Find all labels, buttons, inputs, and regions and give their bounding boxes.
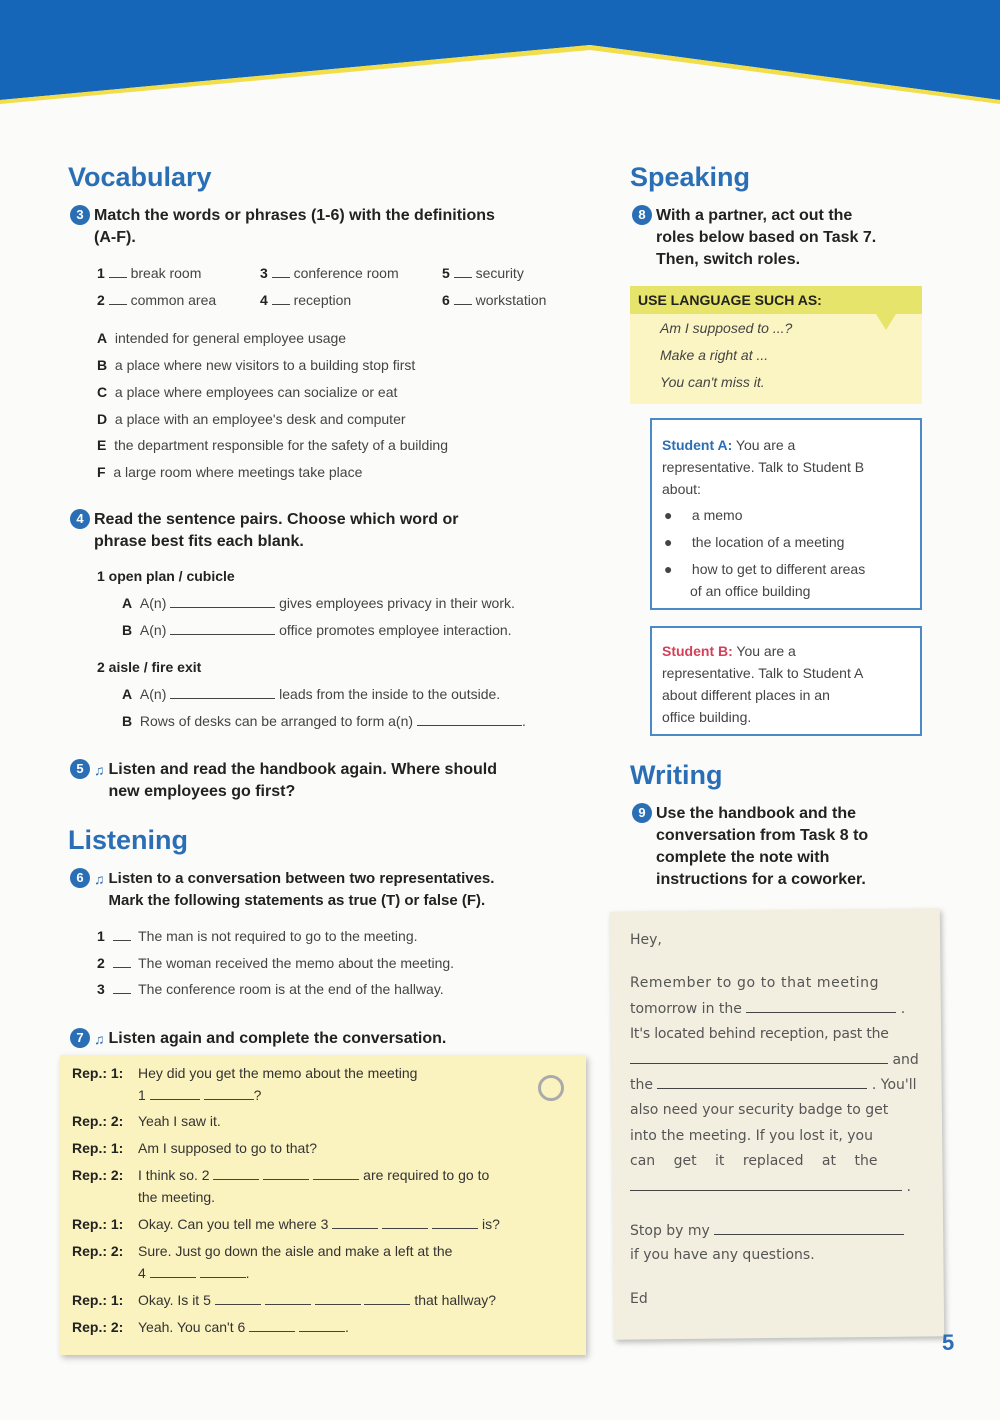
convo-line-1b: 1 ? bbox=[138, 1087, 262, 1103]
task-number-6: 6 bbox=[70, 868, 90, 888]
statement-3: 3 The conference room is at the end of the hallway. bbox=[97, 981, 444, 997]
task-9-instruction: 9 Use the handbook and the conversation from Task 8 to complete the note with instructions for a coworker. bbox=[632, 803, 932, 891]
task-6-instruction: 6 ♫ Listen to a conversation between two representatives. Mark the following statements as true (T) or false (F). bbox=[70, 868, 600, 912]
convo-line-7: Rep.: 1: Okay. Is it 5 that hallway? bbox=[72, 1292, 497, 1308]
student-a-bullet-1: ● a memo bbox=[664, 507, 743, 523]
student-a-box bbox=[650, 418, 922, 610]
language-item-1: Am I supposed to ...? bbox=[660, 320, 793, 336]
convo-line-5: Rep.: 1: Okay. Can you tell me where 3 is? bbox=[72, 1216, 500, 1232]
task-4-q1-title: 1 open plan / cubicle bbox=[97, 568, 235, 584]
writing-note bbox=[610, 908, 944, 1339]
convo-line-6b: 4 . bbox=[138, 1265, 250, 1281]
language-box-heading: USE LANGUAGE SUCH AS: bbox=[630, 286, 922, 314]
task-number-4: 4 bbox=[70, 509, 90, 529]
note-line-7: into the meeting. If you lost it, you bbox=[630, 1128, 873, 1144]
word-item-1: 1 break room bbox=[97, 265, 202, 281]
definition-f: F a large room where meetings take place bbox=[97, 464, 363, 480]
language-item-2: Make a right at ... bbox=[660, 347, 769, 363]
headphones-icon: ♫ bbox=[94, 871, 105, 887]
listening-title: Listening bbox=[68, 825, 188, 855]
convo-line-4b: the meeting. bbox=[138, 1189, 216, 1205]
word-item-2: 2 common area bbox=[97, 292, 217, 308]
task-number-5: 5 bbox=[70, 759, 90, 779]
student-b-box bbox=[650, 626, 922, 736]
note-line-4: and bbox=[630, 1051, 919, 1068]
writing-title: Writing bbox=[630, 760, 723, 790]
speech-tail-icon bbox=[876, 314, 896, 330]
convo-line-6: Rep.: 2: Sure. Just go down the aisle and make a left at the bbox=[72, 1243, 453, 1259]
task-number-8: 8 bbox=[632, 205, 652, 225]
task-number-9: 9 bbox=[632, 803, 652, 823]
paper-clip-icon bbox=[538, 1075, 564, 1101]
task-number-7: 7 bbox=[70, 1028, 90, 1048]
statement-2: 2 The woman received the memo about the meeting. bbox=[97, 955, 455, 971]
note-greeting: Hey, bbox=[630, 932, 662, 948]
task-3-instruction: 3 Match the words or phrases (1-6) with the definitions (A-F). bbox=[70, 205, 590, 249]
note-line-9: . bbox=[630, 1178, 911, 1195]
convo-line-1: Rep.: 1: Hey did you get the memo about the meeting bbox=[72, 1065, 418, 1081]
page-number: 5 bbox=[942, 1330, 955, 1355]
word-item-3: 3 conference room bbox=[260, 265, 399, 281]
note-line-10: Stop by my bbox=[630, 1222, 904, 1239]
note-line-2: tomorrow in the . bbox=[630, 1001, 906, 1017]
task-4-q2-title: 2 aisle / fire exit bbox=[97, 659, 202, 675]
note-line-5: the . You'll bbox=[630, 1077, 917, 1093]
statement-1: 1 The man is not required to go to the meeting. bbox=[97, 928, 418, 944]
student-b-text: Student B: You are a representative. Talk to Student A about different places in an office building. bbox=[662, 643, 864, 725]
task-number-3: 3 bbox=[70, 205, 90, 225]
note-line-3: It's located behind reception, past the bbox=[630, 1026, 889, 1042]
task-4-instruction: 4 Read the sentence pairs. Choose which word or phrase best fits each blank. bbox=[70, 509, 590, 553]
note-line-6: also need your security badge to get bbox=[630, 1102, 889, 1118]
vocabulary-title: Vocabulary bbox=[68, 162, 212, 192]
convo-line-4: Rep.: 2: I think so. 2 are required to go to bbox=[72, 1167, 490, 1183]
convo-line-2: Rep.: 2: Yeah I saw it. bbox=[72, 1113, 221, 1129]
task-4-q2-b: B Rows of desks can be arranged to form a(n) . bbox=[122, 713, 526, 729]
task-4-q1-b: B A(n) office promotes employee interaction. bbox=[122, 622, 512, 638]
note-line-1: Remember to go to that meeting bbox=[630, 975, 880, 991]
word-item-6: 6 workstation bbox=[442, 292, 547, 308]
note-line-11: if you have any questions. bbox=[630, 1247, 815, 1263]
definition-e: E the department responsible for the safety of a building bbox=[97, 437, 448, 453]
student-a-bullet-3-cont: of an office building bbox=[690, 583, 811, 599]
headphones-icon: ♫ bbox=[94, 1031, 105, 1047]
definition-c: C a place where employees can socialize or eat bbox=[97, 384, 398, 400]
note-signature: Ed bbox=[630, 1291, 648, 1307]
convo-line-3: Rep.: 1: Am I supposed to go to that? bbox=[72, 1140, 318, 1156]
language-box bbox=[630, 286, 922, 404]
speaking-title: Speaking bbox=[630, 162, 751, 192]
language-item-3: You can't miss it. bbox=[660, 374, 765, 390]
definition-d: D a place with an employee's desk and computer bbox=[97, 411, 406, 427]
headphones-icon: ♫ bbox=[94, 762, 105, 778]
student-a-bullet-3: ● how to get to different areas bbox=[664, 561, 866, 577]
header-banner bbox=[0, 0, 1000, 110]
task-8-instruction: 8 With a partner, act out the roles below based on Task 7. Then, switch roles. bbox=[632, 205, 932, 271]
word-item-5: 5 security bbox=[442, 265, 524, 281]
task-7-instruction: 7 ♫ Listen again and complete the conversation. bbox=[70, 1028, 590, 1050]
word-item-4: 4 reception bbox=[260, 292, 352, 308]
definition-b: B a place where new visitors to a building stop first bbox=[97, 357, 416, 373]
note-line-8: can get it replaced at the bbox=[630, 1153, 878, 1169]
convo-line-8: Rep.: 2: Yeah. You can't 6 . bbox=[72, 1319, 349, 1335]
task-4-q2-a: A A(n) leads from the inside to the outside. bbox=[122, 686, 501, 702]
student-a-bullet-2: ● the location of a meeting bbox=[664, 534, 845, 550]
task-4-q1-a: A A(n) gives employees privacy in their work. bbox=[122, 595, 515, 611]
task-5-instruction: 5 ♫ Listen and read the handbook again. Where should new employees go first? bbox=[70, 759, 590, 803]
student-a-text: Student A: You are a representative. Talk to Student B about: bbox=[662, 437, 865, 497]
definition-a: A intended for general employee usage bbox=[97, 330, 347, 346]
